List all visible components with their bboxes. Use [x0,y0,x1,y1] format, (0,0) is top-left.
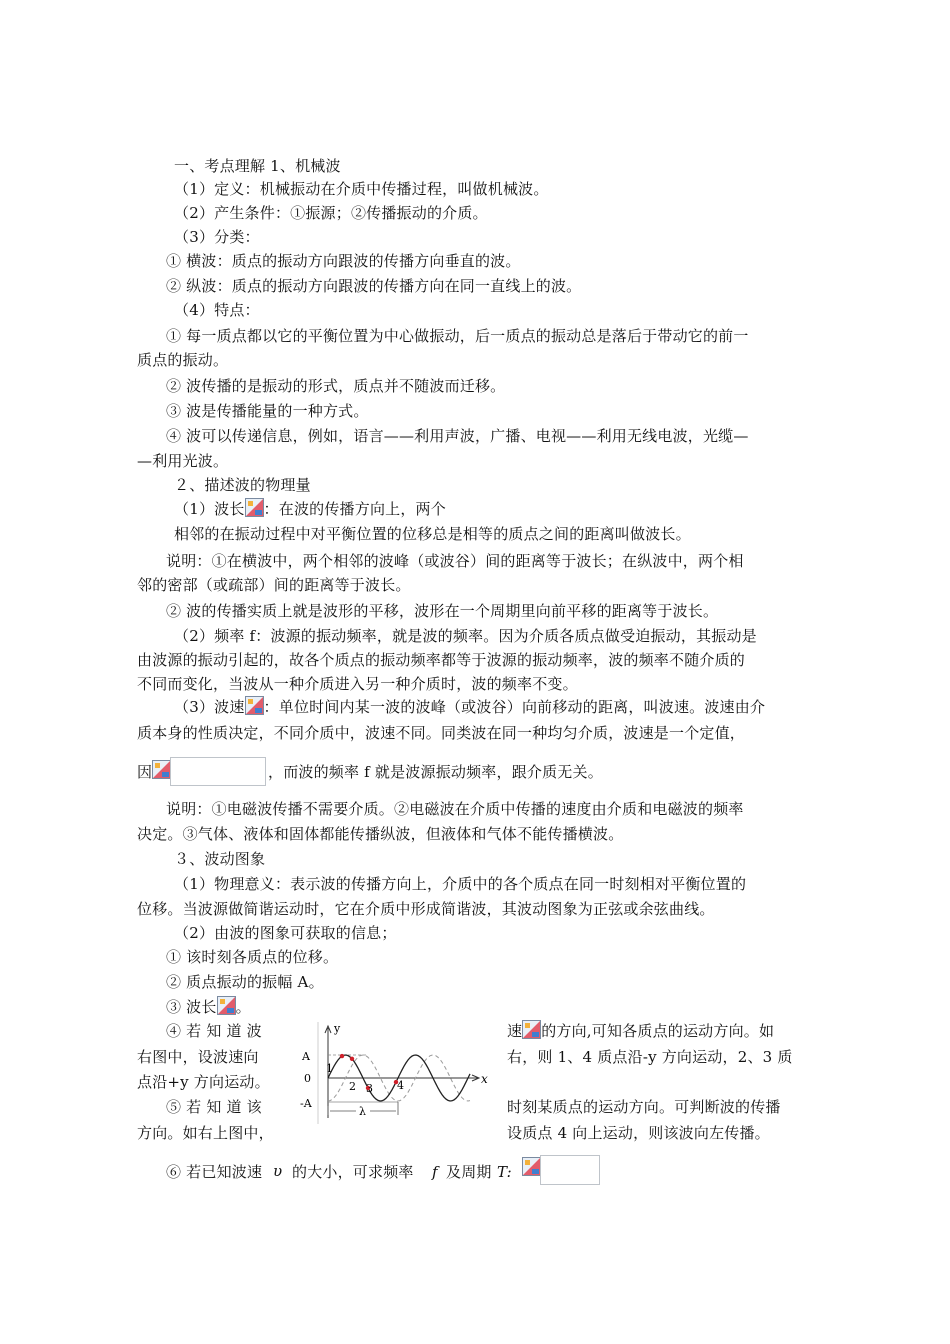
heading-wave-graph: ３、波动图象 [174,850,266,868]
text-line: 的大小，可求频率 [292,1163,414,1181]
text-line: 时刻某质点的运动方向。可判断波的传播 [507,1098,781,1116]
wave-graph [296,1020,492,1124]
text-span: ：在波的传播方向上，两个 [263,500,446,518]
text-line: 因 [137,763,153,781]
wavelength-label: λ [359,1105,366,1118]
text-line: 相邻的在振动过程中对平衡位置的位移总是相等的质点之间的距离叫做波长。 [174,525,691,543]
broken-image-icon [245,498,264,517]
heading-key-points: 一、考点理解 1、机械波 [174,157,341,175]
text-line: （1）定义：机械振动在介质中传播过程，叫做机械波。 [174,180,549,198]
text-span-period: T: [497,1163,512,1181]
y-axis-label: y [334,1022,341,1035]
formula-image-placeholder [170,757,266,786]
text-span-frequency: f [432,1163,438,1181]
text-line: 方向。如右上图中， [137,1124,274,1142]
text-line: 由波源的振动引起的，故各个质点的振动频率都等于波源的振动频率，波的频率不随介质的 [137,651,746,669]
text-line: ⑤ 若 知 道 该 [166,1098,262,1116]
text-span: ：单位时间内某一波的波峰（或波谷）向前移动的距离，叫波速。波速由介 [263,698,766,716]
text-line: 决定。③气体、液体和固体都能传播纵波，但液体和气体不能传播横波。 [137,825,624,843]
text-line: ⑥ 若已知波速 [166,1163,263,1181]
text-line [174,498,446,520]
text-line: ① 每一质点都以它的平衡位置为中心做振动，后一质点的振动总是落后于带动它的前一 [166,327,749,345]
broken-image-icon [152,760,171,779]
text-span: （1）波长 [174,500,245,518]
text-line: ③ 波是传播能量的一种方式。 [166,402,369,420]
text-line: ① 横波：质点的振动方向跟波的传播方向垂直的波。 [166,252,521,270]
amplitude-negative-label: -A [300,1097,312,1110]
text-line: ，而波的频率 f 就是波源振动频率，跟介质无关。 [268,763,603,781]
particle-point-1 [340,1054,344,1058]
text-line: （2）频率 f：波源的振动频率，就是波的频率。因为介质各质点做受迫振动，其振动是 [174,627,757,645]
text-line: 点沿+y 方向运动。 [137,1073,270,1091]
text-line: 说明：①电磁波传播不需要介质。②电磁波在介质中传播的速度由介质和电磁波的频率 [166,800,744,818]
particle-label-3: 3 [366,1082,373,1095]
text-line [174,696,765,718]
text-line: ① 该时刻各质点的位移。 [166,948,339,966]
text-line: 不同而变化，当波从一种介质进入另一种介质时，波的频率不变。 [137,675,578,693]
text-span: ③ 波长 [166,998,217,1016]
x-axis-label: x [481,1072,488,1086]
text-span-velocity: υ [273,1162,283,1180]
text-line: （1）物理意义：表示波的传播方向上，介质中的各个质点在同一时刻相对平衡位置的 [174,875,747,893]
text-line: 及周期 [446,1163,492,1181]
text-line: （3）分类： [174,228,260,246]
text-line: ④ 若 知 道 波 [166,1022,262,1040]
text-line [166,996,251,1018]
broken-image-icon [522,1157,541,1176]
text-line: 邻的密部（或疏部）间的距离等于波长。 [137,576,411,594]
broken-image-icon [245,696,264,715]
particle-label-4: 4 [397,1079,404,1092]
text-line: （4）特点： [174,301,260,319]
text-line [507,1020,774,1042]
text-line: 右图中，设波速向 [137,1048,259,1066]
text-line: —利用光波。 [137,452,229,470]
text-span: 。 [235,998,251,1016]
text-span: 的方向,可知各质点的运动方向。如 [541,1022,775,1040]
heading-wave-quantities: ２、描述波的物理量 [174,476,311,494]
broken-image-icon [522,1020,541,1039]
amplitude-positive-label: A [302,1050,310,1063]
text-line: 质点的振动。 [137,351,229,369]
broken-image-icon [217,996,236,1015]
text-line: 质本身的性质决定，不同介质中，波速不同。同类波在同一种均匀介质，波速是一个定值， [137,724,746,742]
particle-point-2 [350,1057,354,1061]
text-line: ② 质点振动的振幅 A。 [166,973,324,991]
text-line: ② 波传播的是振动的形式，质点并不随波而迁移。 [166,377,506,395]
text-line: 说明：①在横波中，两个相邻的波峰（或波谷）间的距离等于波长；在纵波中，两个相 [166,552,744,570]
origin-label: 0 [304,1072,311,1085]
text-line: （2）由波的图象可获取的信息； [174,924,397,942]
text-line: 右，则 1、4 质点沿-y 方向运动，2、3 质 [507,1048,793,1066]
text-line: ④ 波可以传递信息，例如，语言——利用声波，广播、电视——利用无线电波，光缆— [166,427,749,445]
text-line: 设质点 4 向上运动，则该波向左传播。 [507,1124,770,1142]
particle-label-1: 1 [326,1062,333,1075]
formula-image-placeholder [540,1155,600,1185]
text-line: ② 纵波：质点的振动方向跟波的传播方向在同一直线上的波。 [166,277,582,295]
text-span: （3）波速 [174,698,245,716]
text-line: ② 波的传播实质上就是波形的平移，波形在一个周期里向前平移的距离等于波长。 [166,602,719,620]
text-span: 速 [507,1022,523,1040]
particle-label-2: 2 [349,1080,356,1093]
text-line: （2）产生条件：①振源；②传播振动的介质。 [174,204,488,222]
text-line: 位移。当波源做简谐运动时，它在介质中形成简谐波，其波动图象为正弦或余弦曲线。 [137,900,715,918]
